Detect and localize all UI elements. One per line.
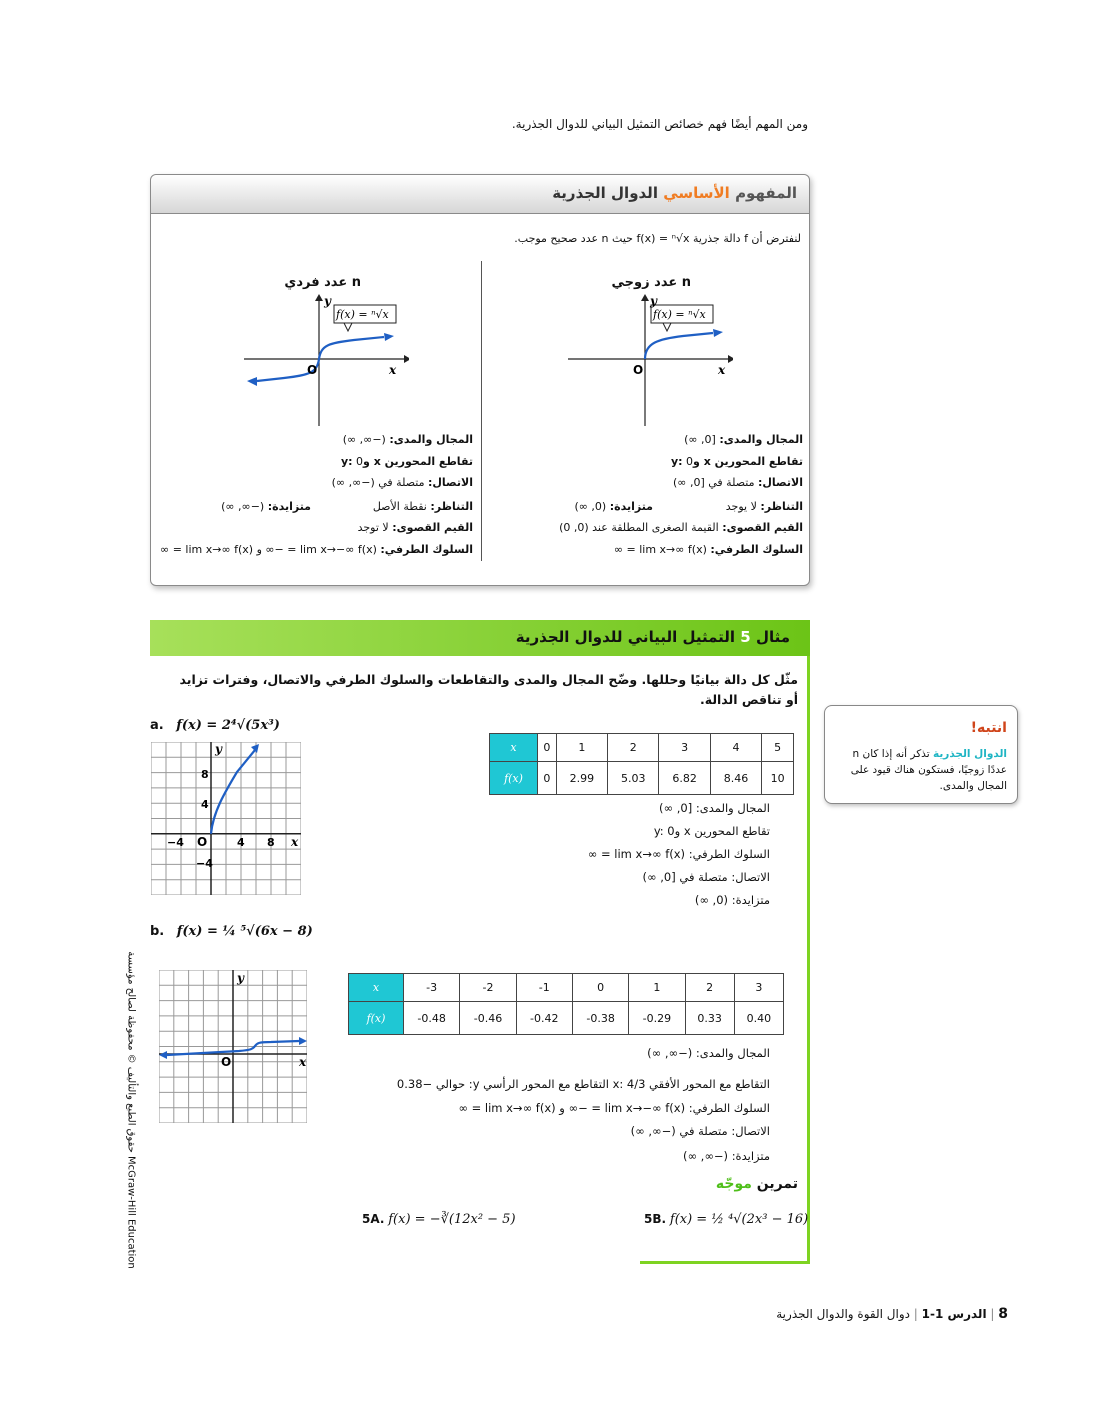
table-cell: 6.82 [659, 762, 710, 795]
table-cell: 2.99 [556, 762, 607, 795]
x-arrow [404, 355, 409, 363]
title-word-topic: الدوال الجذرية [552, 184, 658, 202]
part-a-table [489, 733, 794, 795]
caution-body [835, 746, 1007, 794]
odd-prop-end-behavior: السلوك الطرفي: lim x→−∞ f(x) = −∞ و lim x→∞ f(x) = ∞ [160, 543, 473, 556]
table-header-fx: f(x) [490, 762, 538, 795]
even-prop-continuity: الاتصال: متصلة في [0, ∞) [673, 476, 803, 489]
intro-text: ومن المهم أيضًا فهم خصائص التمثيل البياني للدوال الجذرية. [511, 117, 808, 131]
part-a-answer-domain: المجال والمدى: [0, ∞) [659, 801, 770, 815]
curve-arrow-left [247, 377, 257, 386]
page-number: 8 [998, 1306, 1008, 1322]
table-cell: 0 [538, 734, 557, 762]
table-header-x: x [349, 974, 404, 1002]
even-prop-symmetry: التناظر: لا يوجد [725, 500, 803, 513]
concept-intro: لنفترض أن f دالة جذرية f(x) = ⁿ√x حيث n عدد صحيح موجب. [514, 232, 801, 245]
table-cell: 0.33 [685, 1002, 734, 1035]
y-label: y [324, 294, 331, 308]
table-cell: 0 [538, 762, 557, 795]
odd-graph [239, 291, 409, 431]
example-title [516, 628, 790, 646]
odd-prop-continuity: الاتصال: متصلة في (−∞, ∞) [331, 476, 473, 489]
label-pointer [663, 323, 671, 331]
even-prop-intercepts: تقاطع المحورين x وy: 0 [670, 455, 803, 468]
curve-arrow-right [299, 1037, 307, 1045]
caution-text: تذكر أنه إذا كان n عددًا زوجيًا، فستكون هناك قيود على المجال والمدى. [850, 748, 1007, 792]
example-frame-bottom [640, 1261, 810, 1264]
origin-label: O [307, 363, 318, 377]
example-label: مثال [755, 628, 790, 646]
table-header-fx: f(x) [349, 1002, 404, 1035]
exercise-5a: 5A. f(x) = −∛(12x² − 5) [362, 1212, 516, 1227]
table-cell: -0.46 [460, 1002, 516, 1035]
table-cell: 2 [608, 734, 659, 762]
odd-prop-symmetry: التناظر: نقطة الأصل [372, 500, 473, 513]
copyright-notice: حقوق الطبع والتأليف © محفوظة لصالح مؤسسة McGraw-Hill Education [125, 951, 137, 1269]
table-cell: -0.29 [629, 1002, 685, 1035]
x-label: x [291, 835, 299, 849]
lesson-title: دوال القوة والدوال الجذرية [776, 1307, 910, 1321]
table-cell: -0.42 [516, 1002, 572, 1035]
caution-title: انتبه! [970, 720, 1007, 736]
odd-prop-extrema: القيم القصوى: لا توجد [357, 521, 473, 534]
table-row [490, 762, 794, 795]
title-word-key: الأساسي [663, 184, 730, 202]
table-cell: 5 [762, 734, 794, 762]
table-cell: 3 [734, 974, 783, 1002]
origin-label: O [197, 835, 208, 849]
page-footer: 8 | الدرس 1-1 | دوال القوة والدوال الجذرية [776, 1306, 1008, 1322]
odd-prop-increasing: متزايدة: (−∞, ∞) [221, 500, 311, 513]
table-cell: -3 [404, 974, 460, 1002]
part-a-func: a. f(x) = 2⁴√(5x³) [150, 718, 280, 733]
odd-heading: n عدد فردي [284, 275, 361, 290]
table-cell: 5.03 [608, 762, 659, 795]
part-b-table [348, 973, 784, 1035]
table-header-x: x [490, 734, 538, 762]
table-cell: -0.38 [572, 1002, 628, 1035]
table-cell: -0.48 [404, 1002, 460, 1035]
odd-prop-domain: المجال والمدى: (−∞, ∞) [342, 433, 473, 446]
key-concept-box [150, 174, 810, 586]
part-a-answer-continuity: الاتصال: متصلة في [0, ∞) [642, 870, 770, 884]
part-a-answer-increasing: متزايدة: (0, ∞) [694, 893, 770, 907]
part-b-answer-increasing: متزايدة: (−∞, ∞) [682, 1149, 770, 1163]
tick-8-y: 8 [201, 768, 209, 781]
part-a-curve [211, 750, 255, 834]
tick-neg4-y: −4 [196, 857, 213, 870]
table-row [349, 1002, 784, 1035]
odd-prop-intercepts: تقاطع المحورين x وy: 0 [340, 455, 473, 468]
table-cell: -1 [516, 974, 572, 1002]
column-divider [481, 261, 482, 561]
example-instructions: مثّل كل دالة بيانيًا وحللها. وضّح المجال والمدى والتقاطعات والسلوك الطرفي والاتصال، وفترات تزايد أو تناقص الدالة. [179, 672, 798, 707]
part-b-func: b. f(x) = ¼ ⁵√(6x − 8) [150, 924, 313, 939]
x-label: x [389, 363, 397, 377]
example-title-text: التمثيل البياني للدوال الجذرية [515, 628, 736, 646]
y-arrow [641, 294, 649, 301]
even-prop-domain: المجال والمدى: [0, ∞) [684, 433, 803, 446]
title-word-concept: المفهوم [735, 184, 797, 202]
table-row [490, 734, 794, 762]
even-curve [645, 333, 713, 359]
table-cell: 4 [710, 734, 761, 762]
odd-graph-label: f(x) = ⁿ√x [336, 308, 389, 321]
tick-4-x: 4 [237, 836, 245, 849]
y-label: y [237, 971, 244, 985]
x-arrow [728, 355, 733, 363]
curve-arrow [713, 329, 723, 337]
example-number: 5 [740, 628, 751, 646]
exercise-5b: 5B. f(x) = ½ ⁴√(2x³ − 16) [644, 1212, 809, 1227]
part-a-answer-intercepts: تقاطع المحورين x وy: 0 [653, 824, 770, 838]
caution-label: الدوال الجذرية [932, 748, 1007, 760]
x-label: x [718, 363, 726, 377]
x-label: x [299, 1055, 307, 1069]
part-a-answer-end-behavior: السلوك الطرفي: lim x→∞ f(x) = ∞ [587, 847, 770, 861]
key-concept-header [151, 175, 809, 214]
even-heading: n عدد زوجي [611, 275, 691, 290]
y-label: y [215, 742, 222, 756]
origin-label: O [633, 363, 644, 377]
curve-arrow-right [384, 333, 394, 341]
y-arrow [315, 294, 323, 301]
table-cell: 3 [659, 734, 710, 762]
table-cell: 1 [556, 734, 607, 762]
part-b-answer-continuity: الاتصال: متصلة في (−∞, ∞) [630, 1124, 770, 1138]
table-cell: 1 [629, 974, 685, 1002]
table-cell: 2 [685, 974, 734, 1002]
even-graph [563, 291, 733, 431]
grid [151, 742, 301, 895]
example-header [150, 620, 810, 656]
key-concept-title [552, 184, 797, 202]
tick-4-y: 4 [201, 798, 209, 811]
table-cell: -2 [460, 974, 516, 1002]
table-cell: 0.40 [734, 1002, 783, 1035]
curve-arrow-left [159, 1051, 167, 1059]
part-b-answer-end-behavior: السلوك الطرفي: lim x→−∞ f(x) = −∞ و lim x→∞ f(x) = ∞ [458, 1101, 770, 1115]
table-cell: 0 [572, 974, 628, 1002]
lesson-number: الدرس 1-1 [921, 1307, 987, 1321]
even-prop-increasing: متزايدة: (0, ∞) [574, 500, 653, 513]
part-a-graph [151, 742, 301, 895]
tick-8-x: 8 [267, 836, 275, 849]
part-b-graph [159, 970, 307, 1123]
label-pointer [344, 323, 352, 331]
example-frame-right [807, 656, 810, 1264]
even-graph-label: f(x) = ⁿ√x [653, 308, 706, 321]
origin-label: O [221, 1055, 232, 1069]
table-row [349, 974, 784, 1002]
tick-neg4-x: −4 [167, 836, 184, 849]
y-label: y [650, 294, 657, 308]
part-b-answer-domain: المجال والمدى: (−∞, ∞) [647, 1046, 770, 1060]
table-cell: 8.46 [710, 762, 761, 795]
caution-box [824, 705, 1018, 804]
table-cell: 10 [762, 762, 794, 795]
even-prop-extrema: القيم القصوى: القيمة الصغرى المطلقة عند (0, 0) [559, 521, 803, 534]
guided-practice-heading: تمرين موجّه [715, 1176, 798, 1192]
part-b-answer-intercepts: التقاطع مع المحور الأفقي x: 4/3 التقاطع مع المحور الرأسي y: حوالي −0.38 [396, 1077, 770, 1091]
even-prop-end-behavior: السلوك الطرفي: lim x→∞ f(x) = ∞ [613, 543, 803, 556]
